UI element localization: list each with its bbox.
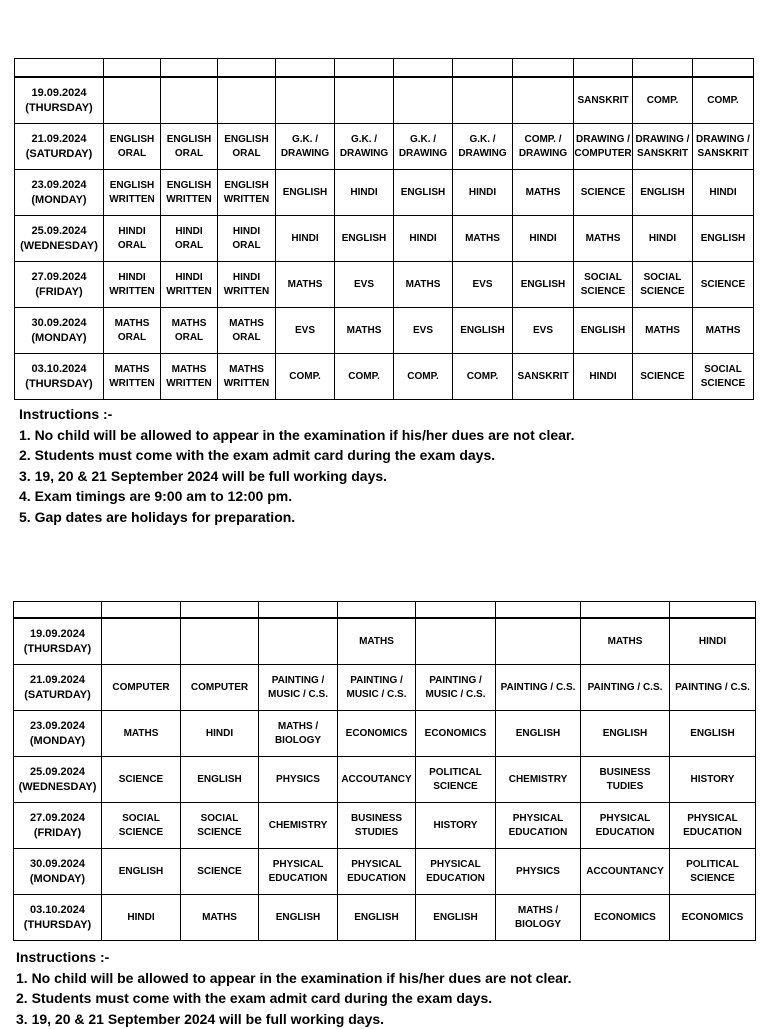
subject-cell: PHYSICAL EDUCATION	[670, 803, 756, 849]
date-cell	[15, 262, 104, 308]
header-cell	[259, 602, 338, 619]
date-cell	[14, 757, 102, 803]
subject-cell: MATHS	[181, 895, 259, 941]
subject-cell: COMP. / DRAWING	[513, 124, 574, 170]
subject-cell: EVS	[453, 262, 513, 308]
subject-cell: HINDI	[276, 216, 335, 262]
subject-cell: HINDI	[181, 711, 259, 757]
subject-cell: ENGLISH WRITTEN	[104, 170, 161, 216]
header-cell	[453, 59, 513, 78]
subject-cell	[259, 618, 338, 665]
subject-cell: ENGLISH	[416, 895, 496, 941]
exam-date: 03.10.2024	[31, 362, 87, 375]
subject-cell: HINDI ORAL	[218, 216, 276, 262]
header-cell	[394, 59, 453, 78]
subject-cell	[416, 618, 496, 665]
subject-cell: PAINTING / C.S.	[496, 665, 581, 711]
table-row	[14, 711, 756, 757]
subject-cell: COMP.	[693, 77, 754, 124]
instruction-item: 5. Gap dates are holidays for preparation.	[19, 508, 296, 525]
subject-cell: ENGLISH	[670, 711, 756, 757]
subject-cell: EVS	[513, 308, 574, 354]
subject-cell: HINDI	[633, 216, 693, 262]
subject-cell: SCIENCE	[693, 262, 754, 308]
subject-cell: ENGLISH	[394, 170, 453, 216]
subject-cell: HISTORY	[670, 757, 756, 803]
header-cell	[335, 59, 394, 78]
exam-day: (THURSDAY)	[25, 101, 93, 114]
subject-cell: SCIENCE	[181, 849, 259, 895]
subject-cell: ENGLISH WRITTEN	[161, 170, 218, 216]
subject-cell: COMP.	[633, 77, 693, 124]
exam-day: (SATURDAY)	[24, 688, 91, 701]
subject-cell: MATHS ORAL	[218, 308, 276, 354]
subject-cell: CHEMISTRY	[259, 803, 338, 849]
instruction-item: 1. No child will be allowed to appear in the examination if his/her dues are not clear.	[16, 969, 572, 986]
subject-cell: MATHS / BIOLOGY	[259, 711, 338, 757]
subject-cell	[218, 77, 276, 124]
subject-cell: MATHS	[338, 618, 416, 665]
subject-cell: G.K. / DRAWING	[335, 124, 394, 170]
subject-cell: PAINTING / C.S.	[581, 665, 670, 711]
exam-date: 21.09.2024	[31, 132, 87, 145]
subject-cell: ECONOMICS	[670, 895, 756, 941]
datesheet-table-1	[14, 58, 754, 400]
subject-cell: PHYSICAL EDUCATION	[416, 849, 496, 895]
subject-cell: HINDI	[102, 895, 181, 941]
subject-cell: ENGLISH	[496, 711, 581, 757]
subject-cell: COMP.	[453, 354, 513, 400]
subject-cell: MATHS	[581, 618, 670, 665]
subject-cell: HINDI	[335, 170, 394, 216]
exam-day: (MONDAY)	[29, 872, 86, 885]
date-cell	[15, 124, 104, 170]
subject-cell: ENGLISH	[181, 757, 259, 803]
subject-cell	[276, 77, 335, 124]
subject-cell: ENGLISH	[259, 895, 338, 941]
exam-day: (THURSDAY)	[23, 918, 92, 931]
subject-cell	[513, 77, 574, 124]
date-cell	[15, 354, 104, 400]
instruction-item: 1. No child will be allowed to appear in the examination if his/her dues are not clear.	[19, 426, 575, 443]
subject-cell	[102, 618, 181, 665]
subject-cell: MATHS ORAL	[161, 308, 218, 354]
subject-cell: SANSKRIT	[574, 77, 633, 124]
subject-cell	[394, 77, 453, 124]
subject-cell: SOCIAL SCIENCE	[693, 354, 754, 400]
subject-cell: ENGLISH	[453, 308, 513, 354]
subject-cell: ENGLISH	[102, 849, 181, 895]
table-row	[14, 618, 756, 665]
subject-cell: MATHS	[102, 711, 181, 757]
subject-cell	[496, 618, 581, 665]
subject-cell: MATHS	[453, 216, 513, 262]
table-row	[15, 77, 754, 124]
subject-cell: ENGLISH	[513, 262, 574, 308]
subject-cell: MATHS WRITTEN	[104, 354, 161, 400]
date-cell	[15, 216, 104, 262]
subject-cell: PAINTING / MUSIC / C.S.	[259, 665, 338, 711]
subject-cell	[104, 77, 161, 124]
subject-cell: ENGLISH ORAL	[104, 124, 161, 170]
subject-cell: BUSINESS STUDIES	[338, 803, 416, 849]
instructions-heading: Instructions :-	[19, 406, 113, 422]
subject-cell: PHYSICAL EDUCATION	[259, 849, 338, 895]
exam-date: 30.09.2024	[31, 316, 87, 329]
subject-cell: SCIENCE	[574, 170, 633, 216]
subject-cell: PHYSICAL EDUCATION	[496, 803, 581, 849]
date-cell	[14, 618, 102, 665]
subject-cell: MATHS	[335, 308, 394, 354]
subject-cell: COMP.	[394, 354, 453, 400]
subject-cell: ECONOMICS	[581, 895, 670, 941]
subject-cell: MATHS ORAL	[104, 308, 161, 354]
header-cell	[416, 602, 496, 619]
subject-cell	[335, 77, 394, 124]
subject-cell: EVS	[335, 262, 394, 308]
subject-cell: SOCIAL SCIENCE	[181, 803, 259, 849]
exam-day: (FRIDAY)	[35, 285, 83, 298]
subject-cell: HINDI WRITTEN	[104, 262, 161, 308]
subject-cell: MATHS	[394, 262, 453, 308]
table-row	[14, 895, 756, 941]
header-row	[14, 602, 756, 619]
subject-cell: CHEMISTRY	[496, 757, 581, 803]
instruction-item: 4. Exam timings are 9:00 am to 12:00 pm.	[19, 488, 293, 505]
exam-date: 19.09.2024	[31, 86, 87, 99]
subject-cell: HINDI	[670, 618, 756, 665]
instruction-item: 2. Students must come with the exam admit card during the exam days.	[19, 447, 496, 464]
date-cell	[15, 77, 104, 124]
date-cell	[14, 895, 102, 941]
subject-cell: BUSINESS TUDIES	[581, 757, 670, 803]
subject-cell: HINDI WRITTEN	[161, 262, 218, 308]
subject-cell: SCIENCE	[102, 757, 181, 803]
subject-cell: ENGLISH	[574, 308, 633, 354]
subject-cell: PHYSICS	[496, 849, 581, 895]
date-cell	[14, 665, 102, 711]
exam-day: (THURSDAY)	[23, 642, 92, 655]
subject-cell: HINDI	[453, 170, 513, 216]
subject-cell: HINDI ORAL	[161, 216, 218, 262]
header-cell	[633, 59, 693, 78]
subject-cell: ACCOUNTANCY	[581, 849, 670, 895]
date-cell	[14, 849, 102, 895]
instruction-item: 3. 19, 20 & 21 September 2024 will be full working days.	[19, 467, 388, 484]
header-cell	[693, 59, 754, 78]
subject-cell: COMPUTER	[181, 665, 259, 711]
subject-cell: POLITICAL SCIENCE	[416, 757, 496, 803]
exam-date: 23.09.2024	[29, 719, 86, 732]
subject-cell: SANSKRIT	[513, 354, 574, 400]
subject-cell: ENGLISH WRITTEN	[218, 170, 276, 216]
subject-cell: DRAWING / SANSKRIT	[633, 124, 693, 170]
subject-cell	[453, 77, 513, 124]
exam-day: (WEDNESDAY)	[18, 780, 97, 793]
exam-date: 19.09.2024	[29, 627, 86, 640]
subject-cell: MATHS	[513, 170, 574, 216]
subject-cell: COMP.	[335, 354, 394, 400]
exam-day: (MONDAY)	[31, 193, 87, 206]
instruction-item: 2. Students must come with the exam admit card during the exam days.	[16, 990, 493, 1007]
subject-cell: MATHS / BIOLOGY	[496, 895, 581, 941]
header-cell	[513, 59, 574, 78]
subject-cell: ENGLISH	[633, 170, 693, 216]
exam-date: 23.09.2024	[31, 178, 87, 191]
subject-cell: MATHS	[276, 262, 335, 308]
header-cell	[670, 602, 756, 619]
table-row	[15, 262, 754, 308]
header-cell	[161, 59, 218, 78]
subject-cell: MATHS WRITTEN	[161, 354, 218, 400]
datesheet-table-2	[13, 601, 756, 941]
subject-cell: ENGLISH ORAL	[218, 124, 276, 170]
table-row	[15, 354, 754, 400]
exam-date: 25.09.2024	[29, 765, 86, 778]
instructions-block-2	[16, 947, 571, 1029]
subject-cell: PHYSICAL EDUCATION	[581, 803, 670, 849]
instruction-item: 3. 19, 20 & 21 September 2024 will be full working days.	[16, 1010, 385, 1027]
table-row	[14, 757, 756, 803]
subject-cell: PAINTING / MUSIC / C.S.	[416, 665, 496, 711]
table-row	[14, 665, 756, 711]
exam-day: (MONDAY)	[31, 331, 87, 344]
subject-cell: MATHS	[693, 308, 754, 354]
table-row	[15, 170, 754, 216]
instructions-block-1	[19, 404, 574, 528]
header-cell	[496, 602, 581, 619]
header-row	[15, 59, 754, 78]
exam-date: 27.09.2024	[29, 811, 86, 824]
subject-cell: SCIENCE	[633, 354, 693, 400]
subject-cell: COMPUTER	[102, 665, 181, 711]
table-row	[15, 216, 754, 262]
instructions-heading: Instructions :-	[16, 949, 110, 965]
subject-cell: ENGLISH	[335, 216, 394, 262]
subject-cell: HINDI	[513, 216, 574, 262]
header-cell	[581, 602, 670, 619]
date-cell	[14, 803, 102, 849]
subject-cell: ENGLISH	[338, 895, 416, 941]
subject-cell: HINDI ORAL	[104, 216, 161, 262]
table-row	[14, 849, 756, 895]
exam-date: 03.10.2024	[29, 903, 86, 916]
subject-cell: COMP.	[276, 354, 335, 400]
header-cell	[104, 59, 161, 78]
exam-day: (THURSDAY)	[25, 377, 93, 390]
date-cell	[14, 711, 102, 757]
subject-cell: PAINTING / MUSIC / C.S.	[338, 665, 416, 711]
table-row	[15, 124, 754, 170]
subject-cell: SOCIAL SCIENCE	[102, 803, 181, 849]
subject-cell: EVS	[276, 308, 335, 354]
exam-day: (SATURDAY)	[25, 147, 93, 160]
subject-cell	[161, 77, 218, 124]
subject-cell: HINDI	[394, 216, 453, 262]
subject-cell: HINDI	[574, 354, 633, 400]
exam-day: (WEDNESDAY)	[20, 239, 98, 252]
subject-cell: ENGLISH	[581, 711, 670, 757]
subject-cell: G.K. / DRAWING	[394, 124, 453, 170]
exam-day: (MONDAY)	[29, 734, 86, 747]
subject-cell: SOCIAL SCIENCE	[633, 262, 693, 308]
subject-cell: MATHS WRITTEN	[218, 354, 276, 400]
subject-cell: HINDI WRITTEN	[218, 262, 276, 308]
header-cell	[15, 59, 104, 78]
subject-cell: ECONOMICS	[416, 711, 496, 757]
exam-date: 25.09.2024	[31, 224, 87, 237]
subject-cell: PHYSICAL EDUCATION	[338, 849, 416, 895]
subject-cell: MATHS	[574, 216, 633, 262]
subject-cell: G.K. / DRAWING	[276, 124, 335, 170]
subject-cell: HISTORY	[416, 803, 496, 849]
header-cell	[276, 59, 335, 78]
subject-cell: ENGLISH ORAL	[161, 124, 218, 170]
table-row	[14, 803, 756, 849]
exam-date: 21.09.2024	[29, 673, 86, 686]
subject-cell: EVS	[394, 308, 453, 354]
date-cell	[15, 308, 104, 354]
header-cell	[218, 59, 276, 78]
subject-cell: PAINTING / C.S.	[670, 665, 756, 711]
subject-cell	[181, 618, 259, 665]
header-cell	[338, 602, 416, 619]
subject-cell: ACCOUTANCY	[338, 757, 416, 803]
subject-cell: POLITICAL SCIENCE	[670, 849, 756, 895]
subject-cell: ENGLISH	[693, 216, 754, 262]
exam-date: 30.09.2024	[29, 857, 86, 870]
header-cell	[181, 602, 259, 619]
date-cell	[15, 170, 104, 216]
subject-cell: DRAWING / SANSKRIT	[693, 124, 754, 170]
table-row	[15, 308, 754, 354]
subject-cell: SOCIAL SCIENCE	[574, 262, 633, 308]
header-cell	[102, 602, 181, 619]
exam-date: 27.09.2024	[31, 270, 87, 283]
header-cell	[14, 602, 102, 619]
subject-cell: PHYSICS	[259, 757, 338, 803]
subject-cell: DRAWING / COMPUTER	[574, 124, 633, 170]
subject-cell: G.K. / DRAWING	[453, 124, 513, 170]
header-cell	[574, 59, 633, 78]
subject-cell: ENGLISH	[276, 170, 335, 216]
subject-cell: HINDI	[693, 170, 754, 216]
exam-day: (FRIDAY)	[33, 826, 82, 839]
subject-cell: MATHS	[633, 308, 693, 354]
subject-cell: ECONOMICS	[338, 711, 416, 757]
